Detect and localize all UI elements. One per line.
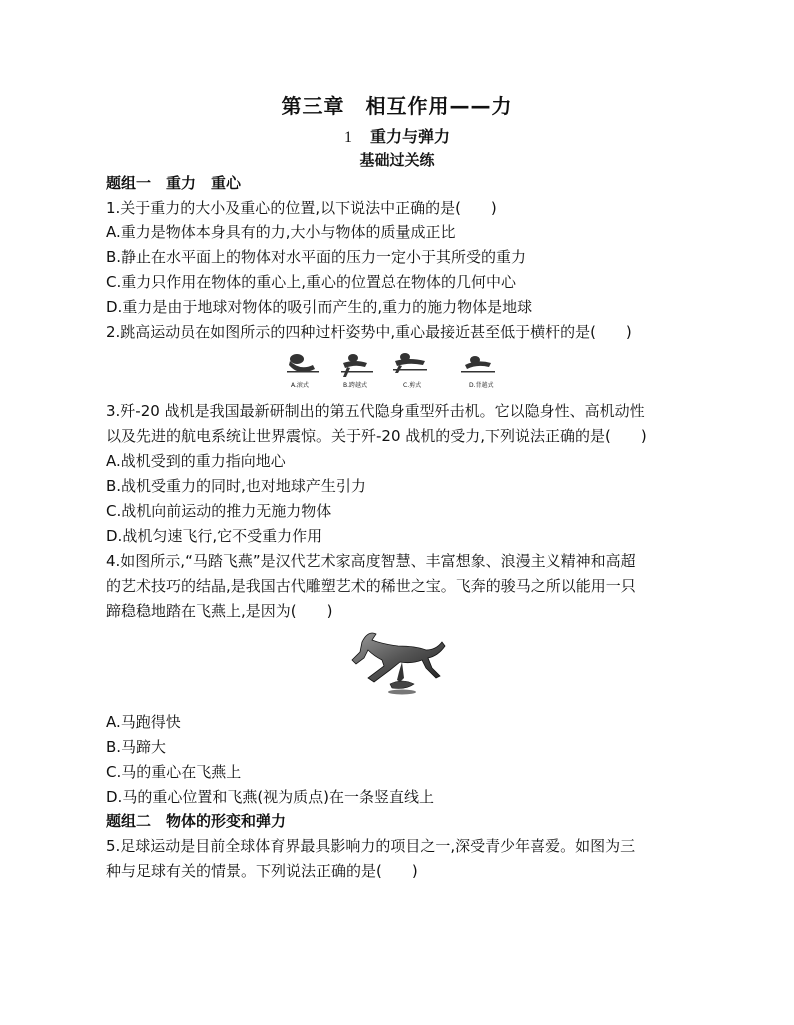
q3-option-c: C.战机向前运动的推力无施力物体 (106, 502, 332, 520)
q4-option-c: C.马的重心在飞燕上 (106, 763, 242, 781)
group2-heading: 题组二 物体的形变和弹力 (106, 812, 287, 830)
jumper-b-illustration (341, 354, 373, 377)
q1-option-b: B.静止在水平面上的物体对水平面的压力一定小于其所受的重力 (106, 248, 527, 266)
q1-stem: 1.关于重力的大小及重心的位置,以下说法中正确的是( ) (106, 199, 497, 217)
figure-label-a: A.滚式 (291, 382, 309, 389)
q3-option-b: B.战机受重力的同时,也对地球产生引力 (106, 477, 366, 495)
q3-stem-line1: 3.歼-20 战机是我国最新研制出的第五代隐身重型歼击机。它以隐身性、高机动性 (106, 402, 645, 420)
q4-stem-line2: 的艺术技巧的结晶,是我国古代雕塑艺术的稀世之宝。飞奔的骏马之所以能用一只 (106, 577, 636, 595)
jumper-d-illustration (461, 356, 495, 373)
q4-stem-line3: 蹄稳稳地踏在飞燕上,是因为( ) (106, 602, 333, 620)
q4-option-a: A.马跑得快 (106, 713, 181, 731)
q5-stem-line2: 种与足球有关的情景。下列说法正确的是( ) (106, 862, 418, 880)
q1-option-a: A.重力是物体本身具有的力,大小与物体的质量成正比 (106, 223, 456, 241)
galloping-horse-figure (342, 620, 452, 700)
figure-label-b: B.跨越式 (343, 382, 368, 389)
jumper-c-illustration (393, 353, 427, 373)
group1-heading: 题组一 重力 重心 (106, 174, 242, 192)
q2-stem: 2.跳高运动员在如图所示的四种过杆姿势中,重心最接近甚至低于横杆的是( ) (106, 323, 632, 341)
q4-stem-line1: 4.如图所示,“马踏飞燕”是汉代艺术家高度智慧、丰富想象、浪漫主义精神和高超 (106, 552, 636, 570)
section-title: 重力与弹力 (369, 127, 450, 146)
section-number: 1 (343, 129, 352, 146)
subsection-title: 基础过关练 (359, 151, 435, 169)
q5-stem-line1: 5.足球运动是目前全球体育界最具影响力的项目之一,深受青少年喜爱。如图为三 (106, 837, 636, 855)
q3-stem-line2: 以及先进的航电系统让世界震惊。关于歼-20 战机的受力,下列说法正确的是( ) (106, 427, 647, 445)
q1-option-d: D.重力是由于地球对物体的吸引而产生的,重力的施力物体是地球 (106, 298, 533, 316)
q4-option-b: B.马蹄大 (106, 738, 167, 756)
figure-label-d: D.背越式 (469, 382, 494, 389)
jumper-a-illustration (287, 354, 319, 373)
high-jump-figure (285, 349, 525, 393)
q1-option-c: C.重力只作用在物体的重心上,重心的位置总在物体的几何中心 (106, 273, 517, 291)
q4-option-d: D.马的重心位置和飞燕(视为质点)在一条竖直线上 (106, 788, 435, 806)
horse-sculpture-illustration (342, 620, 452, 700)
q3-option-d: D.战机匀速飞行,它不受重力作用 (106, 527, 323, 545)
figure-label-c: C.剪式 (403, 382, 422, 389)
section-heading (0, 124, 794, 147)
chapter-title: 第三章 相互作用——力 (281, 94, 513, 118)
q3-option-a: A.战机受到的重力指向地心 (106, 452, 286, 470)
